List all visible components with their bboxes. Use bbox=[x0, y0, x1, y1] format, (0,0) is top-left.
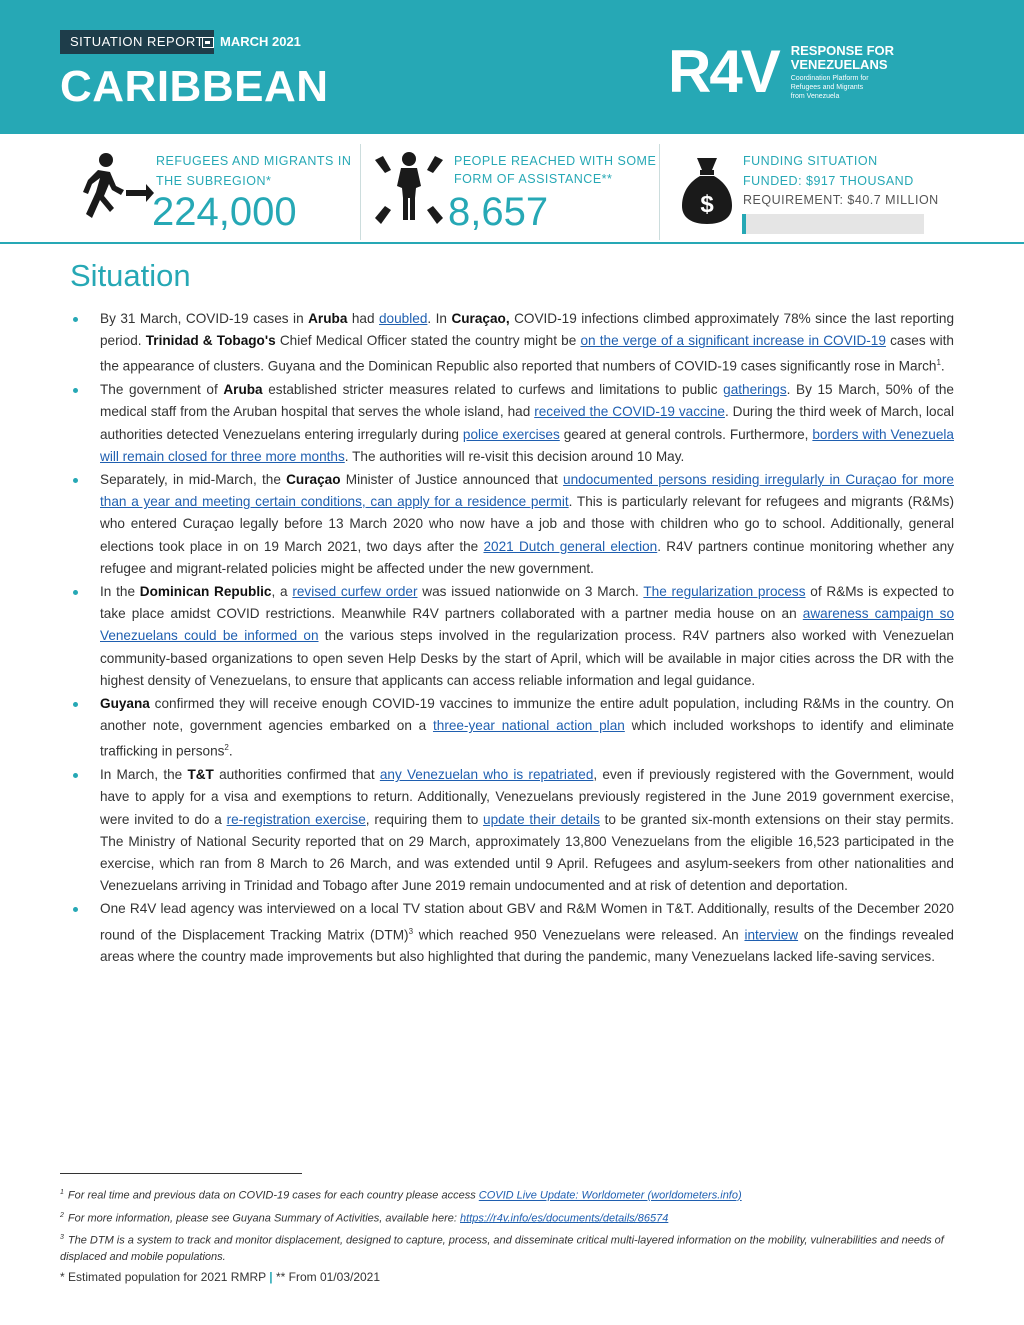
report-type-tag: SITUATION REPORT bbox=[60, 30, 214, 54]
list-item: Guyana confirmed they will receive enough COVID-19 vaccines to immunize the entire adult population, including R&Ms in the country. On another note, government agencies embarked on a three-year national action plan which included workshops to identify and eliminate trafficking in persons$^2$. bbox=[68, 693, 954, 763]
separator: | bbox=[269, 1269, 273, 1284]
stat-reached-label2: FORM OF ASSISTANCE** bbox=[454, 172, 613, 186]
link-covid-increase[interactable]: on the verge of a significant increase in COVID-19 bbox=[580, 333, 886, 349]
link-regularization[interactable]: The regularization process bbox=[643, 583, 806, 599]
footnote-ref: 1 bbox=[936, 358, 941, 368]
logo-sub3: from Venezuela bbox=[790, 92, 840, 100]
stat-refugees-label1: REFUGEES AND MIGRANTS IN bbox=[156, 154, 352, 168]
footnote-divider bbox=[60, 1173, 302, 1174]
country-name: Dominican Republic bbox=[139, 583, 272, 599]
country-name: Curaçao, bbox=[451, 311, 510, 326]
link-doubled[interactable]: doubled bbox=[379, 311, 428, 326]
logo-mark: R4V bbox=[668, 38, 779, 105]
funding-progress-bar bbox=[742, 214, 924, 234]
country-name: Trinidad & Tobago's bbox=[145, 333, 276, 349]
link-awareness-campaign[interactable]: awareness campaign so Venezuelans could be informed on bbox=[100, 606, 955, 644]
country-name: Aruba bbox=[308, 311, 348, 326]
list-item: In the Dominican Republic, a revised curfew order was issued nationwide on 3 March. The regularization process of R&Ms is expected to take place amidst COVID restrictions. Meanwhile R4V partners collaborated with a partner media house on an awareness campaign so Venezuelans could be informed on the various steps involved in the regularization process. R4V partners also worked with Venezuelan community-based organizations to open seven Help Desks by the start of April, which will be available in major cities across the DR with the highest density of Venezuelans, to ensure that applicants can access reliable information and legal guidance. bbox=[68, 581, 954, 692]
footnote-3: $^3$ The DTM is a system to track and monitor displacement, designed to capture, process, and disseminate critical multi-layered information on the mobility, vulnerabilities and needs of displaced and mobile populations. bbox=[60, 1234, 944, 1263]
logo-sub1: Coordination Platform for bbox=[790, 74, 869, 82]
list-item: The government of Aruba established stricter measures related to curfews and limitations to public gatherings. By 15 March, 50% of the medical staff from the Aruban hospital that serves the whole island, had received the COVID-19 vaccine. During the third week of March, local authorities detected Venezuelans entering irregularly during police exercises geared at general controls. Furthermore, borders with Venezuela will remain closed for three more months. The authorities will re-visit this decision around 10 May. bbox=[68, 379, 954, 468]
section-title: Situation bbox=[70, 258, 191, 293]
link-repatriated[interactable]: any Venezuelan who is repatriated bbox=[379, 767, 594, 783]
footnote-ref: 3 bbox=[408, 926, 414, 936]
funding-requirement: REQUIREMENT: $40.7 MILLION bbox=[743, 193, 939, 207]
link-curfew-order[interactable]: revised curfew order bbox=[292, 583, 418, 599]
list-item: One R4V lead agency was interviewed on a local TV station about GBV and R&M Women in T&T. Additionally, results of the December 2020 round of the Displacement Tracking Matrix (DTM)$^3$ which reached 950 Venezuelans were released. An interview on the findings revealed areas where the country made improvements but also highlighted that during the pandemic, many Venezuelans lacked life-saving services. bbox=[68, 898, 954, 968]
logo-line1: RESPONSE FOR bbox=[790, 42, 895, 58]
stat-reached bbox=[361, 134, 659, 242]
link-update-details[interactable]: update their details bbox=[483, 811, 600, 827]
stat-refugees-value: 224,000 bbox=[152, 190, 297, 234]
logo-line2: VENEZUELANS bbox=[790, 56, 888, 72]
country-name: Aruba bbox=[223, 382, 263, 398]
list-item: In March, the T&T authorities confirmed that any Venezuelan who is repatriated, even if previously registered with the Government, would have to apply for a visa and exemptions to return. Additionally, Venezuelans previously registered in the June 2019 government exercise, were invited to do a re-registration exercise, requiring them to update their details to be granted six-month extensions on their stay permits. The Ministry of National Security reported that on 29 March, approximately 13,800 Venezuelans from the eligible 16,523 participated in the exercise, which ran from 8 March to 26 March, and was extended until 9 April. Refugees and asylum-seekers from other nationalities and Venezuelans arriving in Trinidad and Tobago after June 2019 remain undocumented and at risk of detention and deportation. bbox=[68, 764, 954, 897]
money-bag-icon bbox=[682, 156, 732, 224]
logo-sub2: Refugees and Migrants bbox=[790, 83, 864, 91]
funding-progress-fill bbox=[742, 214, 746, 234]
link-borders[interactable]: borders with Venezuela will remain closed for three more months bbox=[100, 426, 954, 464]
footnote-1: $^1$ For real time and previous data on COVID-19 cases for each country please access COVID Live Update: Worldometer (worldometers.info) bbox=[60, 1189, 742, 1202]
logo-text bbox=[791, 44, 894, 101]
funding-funded: FUNDED: $917 THOUSAND bbox=[743, 174, 914, 188]
person-reached-icon bbox=[371, 152, 447, 226]
svg-text:$: $ bbox=[700, 191, 714, 218]
footnotes bbox=[60, 1183, 960, 1287]
link-action-plan[interactable]: three-year national action plan bbox=[432, 718, 625, 734]
footnote-ref: 2 bbox=[224, 743, 229, 753]
stat-refugees-label2: THE SUBREGION* bbox=[156, 174, 272, 188]
country-name: Guyana bbox=[100, 695, 150, 711]
header-banner bbox=[0, 0, 1024, 134]
link-police-exercises[interactable]: police exercises bbox=[462, 426, 560, 442]
list-item: Separately, in mid-March, the Curaçao Minister of Justice announced that undocumented persons residing irregularly in Curaçao for more than a year and meeting certain conditions, can apply for a residence permit. This is particularly relevant for refugees and migrants (R&Ms) who entered Curaçao legally before 13 March 2020 who now have a job and those with children who go to school. Additionally, general elections took place in on 19 March 2021, two days after the 2021 Dutch general election. R4V partners continue monitoring whether any refugee and migrant-related policies might be affected under the new government. bbox=[68, 469, 954, 580]
report-date bbox=[202, 30, 301, 54]
link-worldometer[interactable]: COVID Live Update: Worldometer (worldometers.info) bbox=[478, 1189, 742, 1202]
page-title: CARIBBEAN bbox=[60, 62, 329, 111]
calendar-icon bbox=[202, 37, 214, 48]
link-re-registration[interactable]: re-registration exercise bbox=[226, 811, 366, 827]
link-residence-permit[interactable]: undocumented persons residing irregularly in Curaçao for more than a year and meeting certain conditions, can apply for a residence permit bbox=[100, 471, 954, 510]
country-name: Curaçao bbox=[286, 471, 341, 487]
situation-list bbox=[68, 308, 954, 968]
link-dutch-election[interactable]: 2021 Dutch general election bbox=[483, 538, 658, 554]
link-gatherings[interactable]: gatherings bbox=[723, 382, 787, 398]
estimate-note: * Estimated population for 2021 RMRP | ** From 01/03/2021 bbox=[60, 1269, 381, 1284]
person-arrow-icon bbox=[74, 152, 154, 224]
link-r4v-document[interactable]: https://r4v.info/es/documents/details/86574 bbox=[460, 1212, 669, 1225]
stat-reached-label1: PEOPLE REACHED WITH SOME bbox=[454, 154, 657, 168]
stat-refugees bbox=[0, 134, 360, 242]
link-vaccine[interactable]: received the COVID-19 vaccine bbox=[534, 404, 725, 420]
r4v-logo bbox=[668, 38, 895, 105]
stat-reached-value: 8,657 bbox=[448, 190, 549, 234]
footnote-2: $^2$ For more information, please see Guyana Summary of Activities, available here: https://r4v.info/es/documents/details/86574 bbox=[60, 1211, 669, 1225]
link-interview[interactable]: interview bbox=[744, 927, 799, 943]
country-name: T&T bbox=[187, 767, 214, 783]
list-item: By 31 March, COVID-19 cases in Aruba had doubled. In Curaçao, COVID-19 infections climbed approximately 78% since the last reporting period. Trinidad & Tobago's Chief Medical Officer stated the country might be on the verge of a significant increase in COVID-19 cases with the appearance of clusters. Guyana and the Dominican Republic also reported that numbers of COVID-19 cases significantly rose in March$^1$. bbox=[68, 308, 954, 378]
situation-content bbox=[68, 308, 954, 969]
funding-title: FUNDING SITUATION bbox=[743, 154, 878, 168]
report-date-text: MARCH 2021 bbox=[220, 34, 301, 49]
